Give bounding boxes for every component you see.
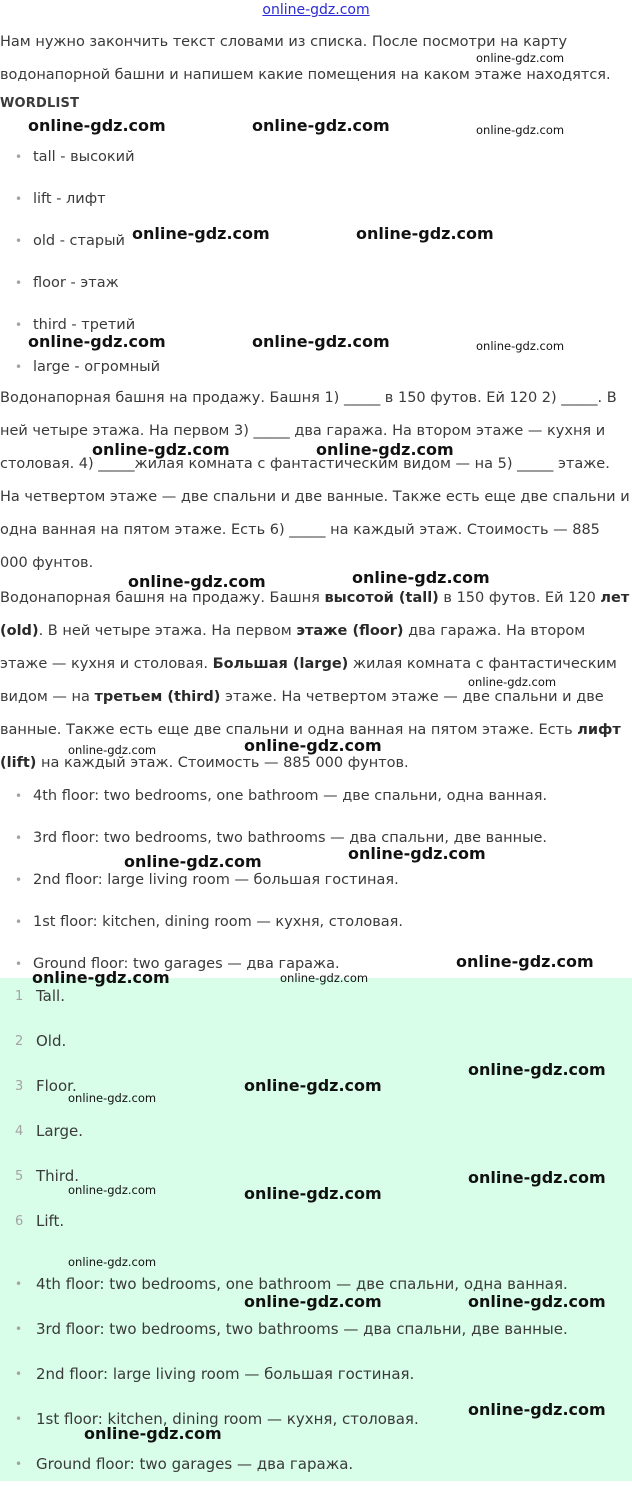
floor-map-list <box>0 775 547 985</box>
watermark: online-gdz.com <box>476 123 565 137</box>
watermark: online-gdz.com <box>252 332 390 351</box>
answer-word: лет (old) <box>0 590 630 639</box>
site-link[interactable]: online-gdz.com <box>262 2 370 18</box>
watermark: online-gdz.com <box>468 1400 606 1419</box>
list-item: 5 Third. <box>15 1167 80 1185</box>
watermark: online-gdz.com <box>92 440 230 459</box>
list-item: • 2nd floor: large living room — большая гостиная. <box>0 1352 568 1397</box>
watermark: online-gdz.com <box>468 1292 606 1311</box>
list-item: • 2nd floor: large living room — большая гостиная. <box>0 859 547 901</box>
watermark: online-gdz.com <box>468 675 557 689</box>
wordlist-title: WORDLIST <box>0 96 80 111</box>
list-item: • floor - этаж <box>0 262 160 304</box>
list-item: • third - третий <box>0 304 160 346</box>
task-text: Водонапорная башня на продажу. Башня 1) _____ в 150 футов. Ей 120 2) _____. В ней четыре этажа. На первом 3) _____ два гаража. На втором этаже — кухня и столовая. 4) _____жилая комната с фантастическим видом — на 5) _____ этаже. На четвертом этаже — две спальни и две ванные. Также есть еще две спальни и одна ванная на пятом этаже. Есть 6) _____ на каждый этаж. Стоимость — 885 000 фунтов. <box>0 390 630 571</box>
answer-word: Большая (large) <box>212 656 349 672</box>
answer-word: высотой (tall) <box>324 590 439 606</box>
watermark: online-gdz.com <box>356 224 494 243</box>
watermark: online-gdz.com <box>244 1076 382 1095</box>
watermark: online-gdz.com <box>468 1168 606 1187</box>
watermark: online-gdz.com <box>244 1292 382 1311</box>
watermark: online-gdz.com <box>68 1183 157 1197</box>
list-item: • Ground floor: two garages — два гаража. <box>0 1442 568 1487</box>
answer-word: лифт (lift) <box>0 722 621 771</box>
list-item: • 3rd floor: two bedrooms, two bathrooms — два спальни, две ванные. <box>0 817 547 859</box>
list-item: • 4th floor: two bedrooms, one bathroom — две спальни, одна ванная. <box>0 775 547 817</box>
watermark: online-gdz.com <box>252 116 390 135</box>
watermark: online-gdz.com <box>456 952 594 971</box>
watermark: online-gdz.com <box>32 968 170 987</box>
watermark: online-gdz.com <box>68 1255 157 1269</box>
list-item: 3 Floor. <box>15 1077 77 1095</box>
list-item: • tall - высокий <box>0 136 160 178</box>
watermark: online-gdz.com <box>124 852 262 871</box>
list-item: • 3rd floor: two bedrooms, two bathrooms — два спальни, две ванные. <box>0 1307 568 1352</box>
watermark: online-gdz.com <box>352 568 490 587</box>
watermark: online-gdz.com <box>132 224 270 243</box>
watermark: online-gdz.com <box>316 440 454 459</box>
watermark: online-gdz.com <box>468 1060 606 1079</box>
list-item: 2 Old. <box>15 1032 67 1050</box>
watermark: online-gdz.com <box>476 339 565 353</box>
answer-word: третьем (third) <box>94 689 221 705</box>
answer-floor-map-list <box>0 1262 568 1487</box>
intro-text: Нам нужно закончить текст словами из списка. После посмотри на карту водонапорной башни и напишем какие помещения на каком этаже находятся. <box>0 34 611 83</box>
list-item: • 1st floor: kitchen, dining room — кухня, столовая. <box>0 901 547 943</box>
list-item: • 4th floor: two bedrooms, one bathroom — две спальни, одна ванная. <box>0 1262 568 1307</box>
watermark: online-gdz.com <box>68 743 157 757</box>
watermark: online-gdz.com <box>280 971 369 985</box>
list-item: 6 Lift. <box>15 1212 65 1230</box>
watermark: online-gdz.com <box>244 1184 382 1203</box>
answer-list <box>0 974 83 1244</box>
solved-text: Водонапорная башня на продажу. Башня высотой (tall) в 150 футов. Ей 120 лет (old). В ней четыре этажа. На первом этаже (floor) два гаража. На втором этаже — кухня и столовая. Большая (large) жилая комната с фантастическим видом — на третьем (third) этаже. На четвертом этаже — две спальни и две ванные. Также есть еще две спальни и одна ванная на пятом этаже. Есть лифт (lift) на каждый этаж. Стоимость — 885 000 фунтов. <box>0 590 630 771</box>
list-item: • lift - лифт <box>0 178 160 220</box>
answer-word: этаже (floor) <box>296 623 404 639</box>
watermark: online-gdz.com <box>476 51 565 65</box>
watermark: online-gdz.com <box>128 572 266 591</box>
list-item: • Ground floor: two garages — два гаража. <box>0 943 547 985</box>
list-item: 4 Large. <box>15 1122 83 1140</box>
watermark: online-gdz.com <box>244 736 382 755</box>
wordlist <box>0 136 160 388</box>
watermark: online-gdz.com <box>28 332 166 351</box>
watermark: online-gdz.com <box>68 1091 157 1105</box>
watermark: online-gdz.com <box>348 844 486 863</box>
list-item: • large - огромный <box>0 346 160 388</box>
list-item: • 1st floor: kitchen, dining room — кухня, столовая. <box>0 1397 568 1442</box>
watermark: online-gdz.com <box>84 1424 222 1443</box>
watermark: online-gdz.com <box>28 116 166 135</box>
list-item: 1 Tall. <box>15 987 65 1005</box>
list-item: • old - старый <box>0 220 160 262</box>
